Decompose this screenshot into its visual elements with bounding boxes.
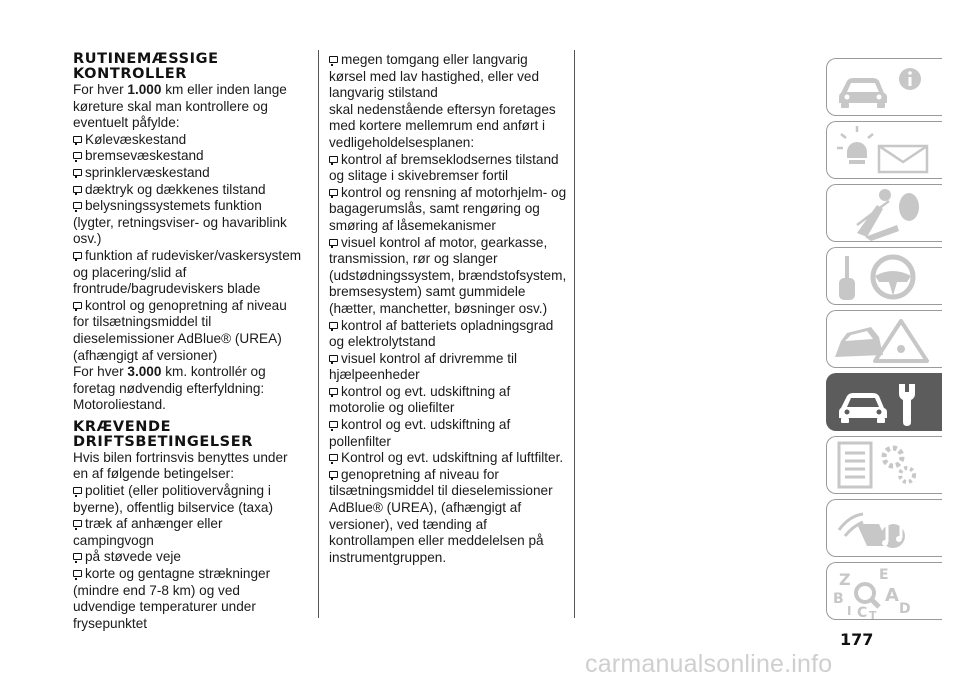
lights-message-icon xyxy=(827,122,942,179)
list-item: på støvede veje xyxy=(73,549,305,566)
tab-multimedia[interactable] xyxy=(826,499,942,557)
bullet-box-icon xyxy=(73,570,82,577)
index-letter: E xyxy=(879,567,889,583)
bullet-box-icon xyxy=(329,239,338,246)
list-item: kontrol af batteriets opladningsgrad og elektrolytstand xyxy=(329,317,554,350)
bullet-box-icon xyxy=(329,156,338,163)
car-crash-warning-icon xyxy=(827,311,942,368)
paragraph-demanding-intro: Hvis bilen fortrinsvis benyttes under en af følgende betingelser: xyxy=(73,449,288,482)
multimedia-music-icon xyxy=(827,500,942,557)
car-wrench-icon xyxy=(827,374,942,431)
list-item: Kontrol og evt. udskiftning af luftfilter. xyxy=(329,450,567,467)
index-letter: I xyxy=(847,604,852,618)
bullet-box-icon xyxy=(73,553,82,560)
page-number: 177 xyxy=(840,630,874,649)
bullet-list-conditions xyxy=(73,483,305,632)
tab-knowing-your-car[interactable] xyxy=(826,58,942,116)
bullet-box-icon xyxy=(329,189,338,196)
list-item: kontrol og evt. udskiftning af pollenfilter xyxy=(329,417,511,449)
column-divider xyxy=(318,50,319,618)
tab-maintenance-care[interactable] xyxy=(826,373,942,431)
list-item: kontrol og evt. udskiftning af motorolie og oliefilter xyxy=(329,383,511,416)
index-letter: B xyxy=(833,591,844,607)
bullet-box-icon xyxy=(73,186,82,193)
index-letter: A xyxy=(885,585,899,606)
list-item: træk af anhænger eller campingvogn xyxy=(73,516,223,548)
bullet-box-icon xyxy=(329,471,338,478)
index-letter: D xyxy=(899,601,911,617)
list-item: megen tomgang eller langvarig kørsel med lav hastighed, eller ved langvarig stilstand xyxy=(329,52,540,101)
paragraph-inspection-intro: skal nedenstående eftersyn foretages med kortere mellemrum end anført i vedligeholdelsesplanen: xyxy=(329,101,556,150)
list-item: kontrol og rensning af motorhjelm- og bagagerumslås, samt rengøring og smøring af låsemekanismer xyxy=(329,184,567,233)
list-item: belysningssystemets funktion (lygter, retningsviser- og havariblink osv.) xyxy=(73,198,287,247)
list-item: sprinklervæskestand xyxy=(73,165,305,182)
bullet-box-icon xyxy=(329,454,338,461)
bullet-box-icon xyxy=(73,302,82,309)
index-letter: C xyxy=(857,605,868,621)
list-item: funktion af rudevisker/vaskersystem og placering/slid af frontrude/bagrudeviskers blade xyxy=(73,247,302,297)
bullet-box-icon xyxy=(329,56,338,63)
tab-technical-data[interactable] xyxy=(826,436,942,494)
key-steering-wheel-icon xyxy=(827,248,942,305)
bullet-box-icon xyxy=(329,322,338,329)
bullet-box-icon xyxy=(73,520,82,527)
list-item: kontrol af bremseklodsernes tilstand og slitage i skivebremser fortil xyxy=(329,151,559,184)
bullet-box-icon xyxy=(73,136,82,143)
bullet-box-icon xyxy=(329,355,338,362)
tab-starting-driving[interactable] xyxy=(826,247,942,305)
list-item: korte og gentagne strækninger (mindre end 7-8 km) og ved udvendige temperaturer under frysepunktet xyxy=(73,566,271,631)
index-letter: Z xyxy=(839,570,851,589)
alphabet-index-icon xyxy=(827,563,942,620)
list-item: genopretning af niveau for tilsætningsmiddel til dieselemissioner AdBlue® (UREA), (afhængigt af versioner), ved tænding af kontrollampen eller meddelelsen på instrumentgruppen. xyxy=(329,466,553,565)
paragraph-3000km: For hver 3.000 km. kontrollér og foretag nødvendig efterfyldning: Motoroliestand. xyxy=(73,364,266,413)
tab-safety[interactable] xyxy=(826,184,942,242)
list-item: politiet (eller politiovervågning i byerne), offentlig bilservice (taxa) xyxy=(73,483,273,515)
section-heading-routine: RUTINEMÆSSIGE KONTROLLER xyxy=(73,51,219,82)
watermark: carmanualsonline.info xyxy=(585,650,833,678)
list-item: bremsevæskestand xyxy=(73,148,305,165)
bullet-box-icon xyxy=(329,421,338,428)
text-column-left xyxy=(73,52,305,632)
column-divider xyxy=(574,50,575,618)
list-item: Kølevæskestand xyxy=(73,132,305,149)
index-letter: T xyxy=(869,609,877,621)
bullet-box-icon xyxy=(73,487,82,494)
seat-airbag-icon xyxy=(827,185,942,242)
specs-gear-icon xyxy=(827,437,942,494)
section-heading-demanding: KRÆVENDE DRIFTSBETINGELSER xyxy=(73,418,253,450)
bullet-box-icon xyxy=(73,152,82,159)
bullet-box-icon xyxy=(329,388,338,395)
tab-emergency[interactable] xyxy=(826,310,942,368)
car-info-icon xyxy=(827,59,942,116)
bullet-box-icon xyxy=(73,252,82,259)
bullet-list-inspections xyxy=(329,152,567,567)
list-item: visuel kontrol af motor, gearkasse, transmission, rør og slanger (udstødningssystem, brændstofsystem, bremsesystem) samt gummidele (hætter, manchetter, bøsninger osv.) xyxy=(329,234,567,316)
bullet-box-icon xyxy=(73,202,82,209)
text-column-right xyxy=(329,52,567,566)
bullet-list-routine xyxy=(73,132,305,364)
paragraph-routine-intro: For hver 1.000 km eller inden lange køreture skal man kontrollere og eventuelt påfyldе: xyxy=(73,82,287,131)
bullet-box-icon xyxy=(73,169,82,176)
list-item: dæktryk og dækkenes tilstand xyxy=(73,182,305,199)
list-item: kontrol og genopretning af niveau for tilsætningsmiddel til dieselemissioner AdBlue® (UREA) (afhængigt af versioner) xyxy=(73,297,287,363)
tab-dashboard[interactable] xyxy=(826,121,942,179)
list-item: visuel kontrol af drivremme til hjælpeenheder xyxy=(329,350,518,383)
tab-index[interactable] xyxy=(826,562,942,620)
